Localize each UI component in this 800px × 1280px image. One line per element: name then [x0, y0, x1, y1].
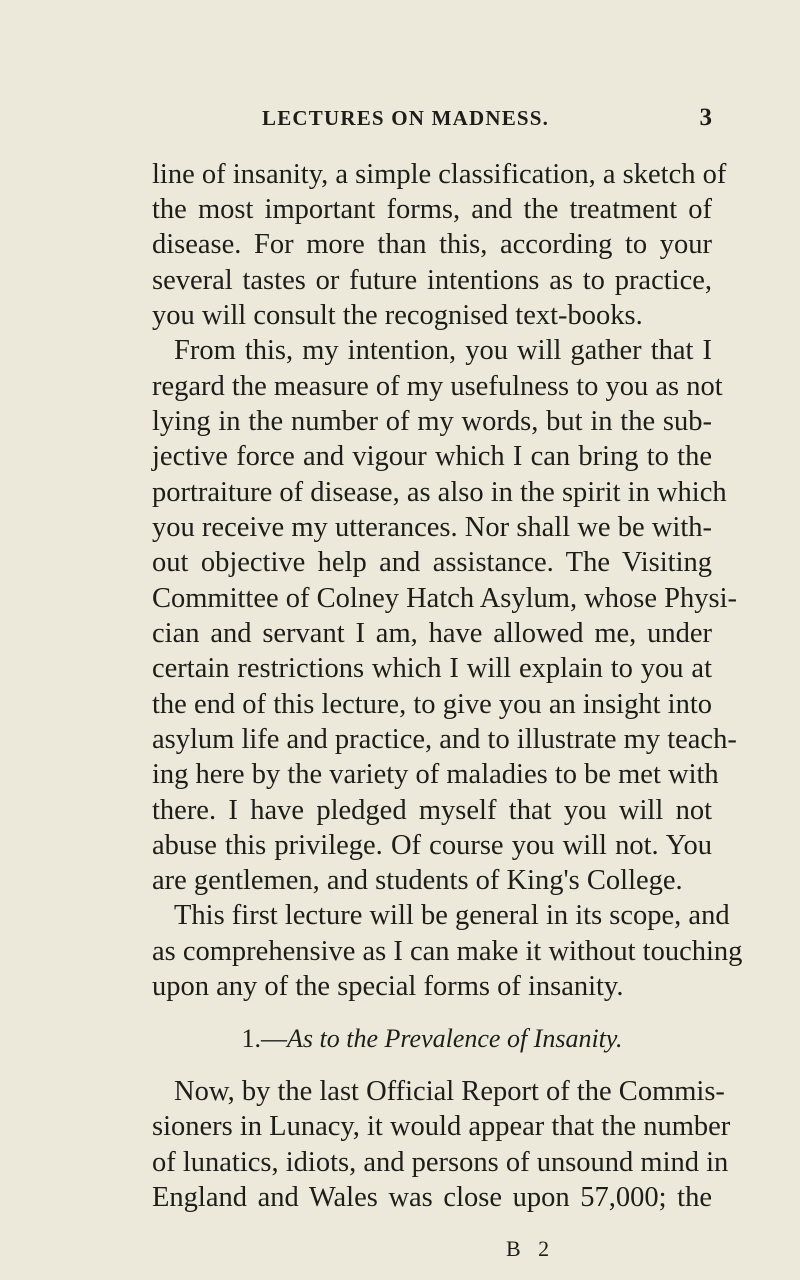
page-number: 3 [699, 104, 712, 131]
text-line: This first lecture will be general in its scope, and [174, 900, 730, 931]
text-line: several tastes or future intentions as to practice, [152, 265, 712, 296]
text-line: you receive my utterances. Nor shall we be with- [152, 512, 712, 543]
running-title: LECTURES ON MADNESS. [262, 106, 550, 130]
text-line: certain restrictions which I will explain to you at [152, 653, 712, 684]
signature-mark: B 2 [506, 1236, 556, 1261]
text-line: cian and servant I am, have allowed me, under [152, 618, 712, 649]
text-line: ing here by the variety of maladies to be met with [152, 759, 719, 790]
section-heading-number: 1.— [241, 1024, 287, 1053]
running-head [152, 104, 712, 136]
text-line: jective force and vigour which I can bring to the [152, 441, 712, 472]
text-line: portraiture of disease, as also in the spirit in which [152, 477, 727, 508]
section-heading [152, 1022, 712, 1056]
text-line: sioners in Lunacy, it would appear that the number [152, 1111, 731, 1142]
text-line: disease. For more than this, according to your [152, 229, 712, 260]
text-line: lying in the number of my words, but in the sub- [152, 406, 712, 437]
text-line: line of insanity, a simple classification, a sketch of [152, 159, 727, 190]
text-line: asylum life and practice, and to illustrate my teach- [152, 724, 737, 755]
text-line: regard the measure of my usefulness to you as not [152, 371, 723, 402]
text-line: From this, my intention, you will gather that I [174, 335, 712, 366]
text-line: of lunatics, idiots, and persons of unsound mind in [152, 1147, 729, 1178]
text-line: out objective help and assistance. The Visiting [152, 547, 712, 578]
text-line: the end of this lecture, to give you an insight into [152, 689, 712, 720]
text-line: there. I have pledged myself that you will not [152, 795, 712, 826]
text-line: as comprehensive as I can make it without touching [152, 936, 743, 967]
text-line: upon any of the special forms of insanity. [152, 971, 624, 1002]
text-line: England and Wales was close upon 57,000; the [152, 1182, 712, 1213]
section-heading-text: As to the Prevalence of Insanity. [287, 1024, 623, 1053]
text-line: the most important forms, and the treatment of [152, 194, 712, 225]
text-line: abuse this privilege. Of course you will not. You [152, 830, 712, 861]
text-line: are gentlemen, and students of King's College. [152, 865, 683, 896]
text-line: you will consult the recognised text-books. [152, 300, 643, 331]
text-line: Committee of Colney Hatch Asylum, whose Physi- [152, 583, 738, 614]
text-line: Now, by the last Official Report of the Commis- [174, 1076, 725, 1107]
